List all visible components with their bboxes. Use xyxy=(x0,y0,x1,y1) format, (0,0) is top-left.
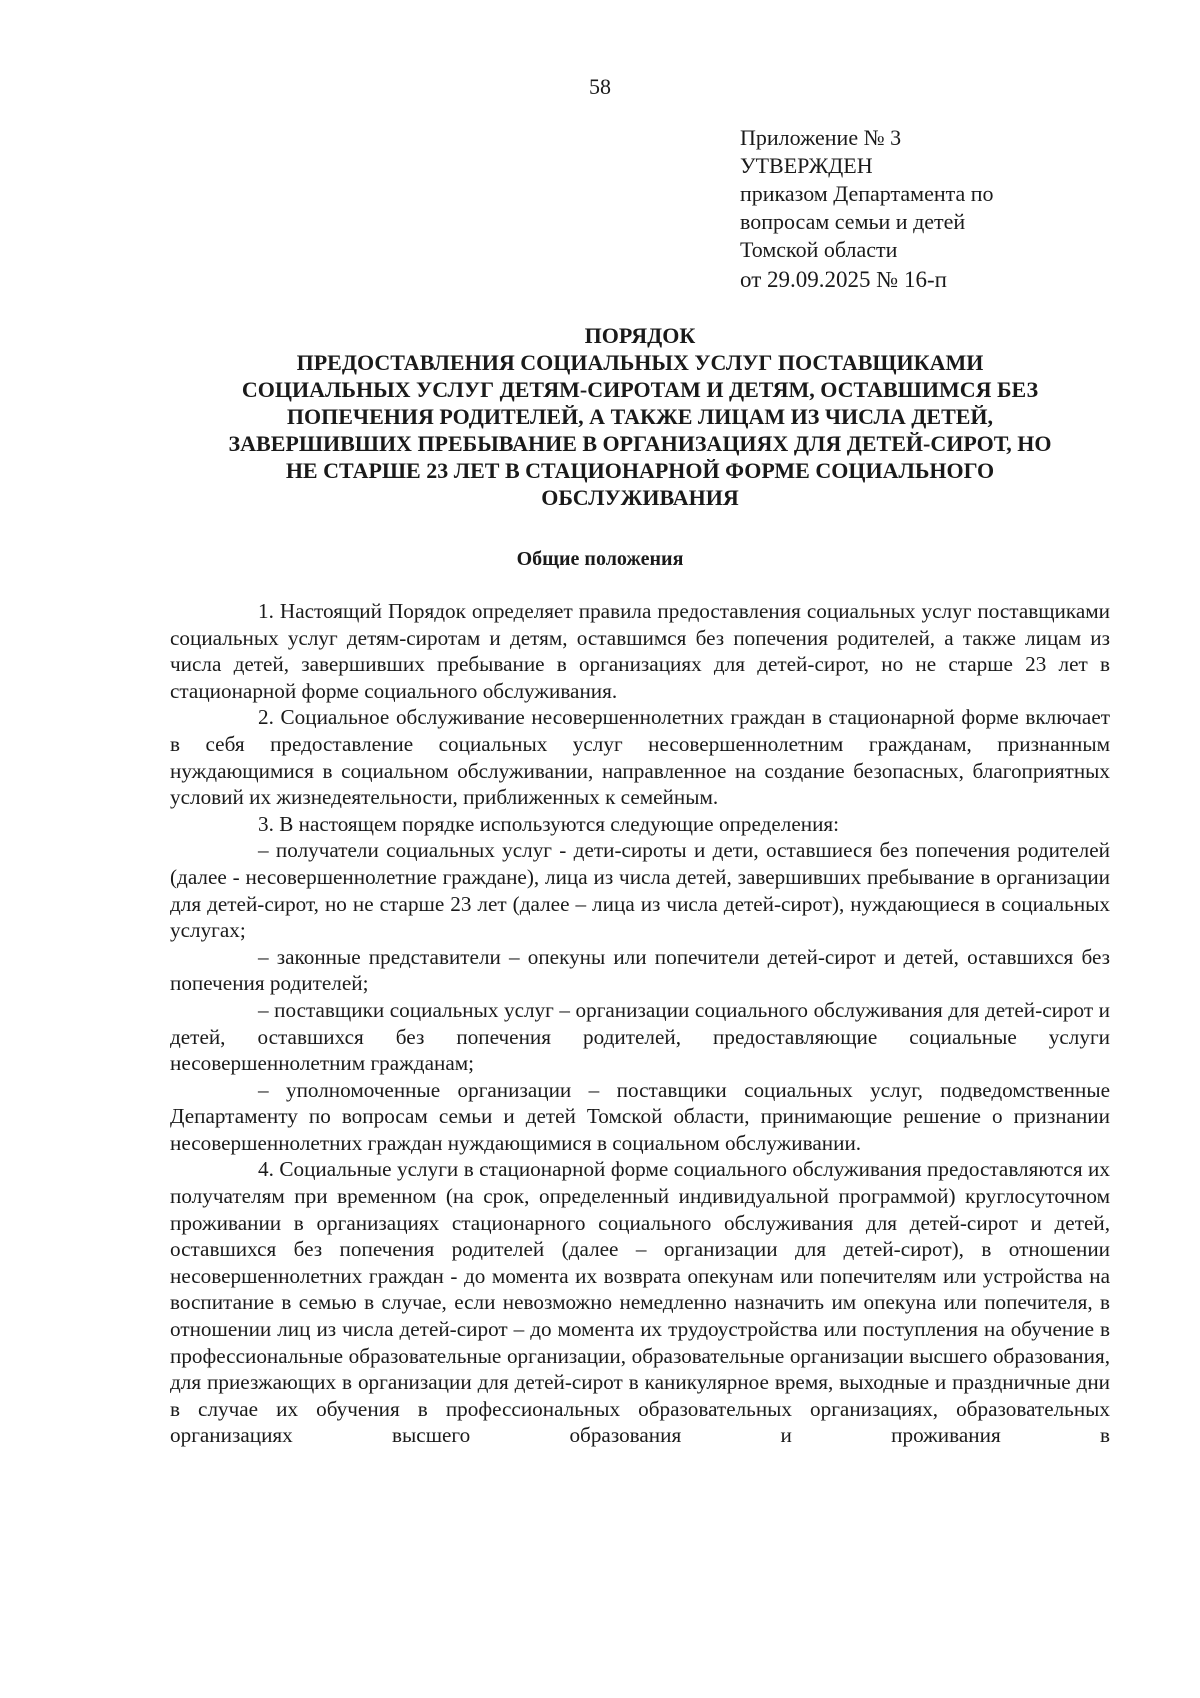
approval-department-line: вопросам семьи и детей xyxy=(740,209,966,234)
appendix-label: Приложение № 3 xyxy=(740,125,902,150)
approval-order-line: приказом Департамента по xyxy=(740,181,994,206)
page-number: 58 xyxy=(589,74,611,99)
definition-item: – поставщики социальных услуг – организации социального обслуживания для детей-сирот и детей, оставшихся без попечения родителей, предоставляющие социальные услуги несовершеннолетним гражданам; xyxy=(170,997,1110,1076)
title-line: ОБСЛУЖИВАНИЯ xyxy=(541,485,739,510)
section-heading: Общие положения xyxy=(516,548,684,570)
definition-item: – получатели социальных услуг - дети-сироты и дети, оставшиеся без попечения родителей (далее - несовершеннолетние граждане), лица из числа детей, завершивших пребывание в организации для детей-сирот, но не старше 23 лет (далее – лица из числа детей-сирот), нуждающиеся в социальных услугах; xyxy=(170,838,1110,943)
definition-item: – уполномоченные организации – поставщики социальных услуг, подведомственные Департаменту по вопросам семьи и детей Томской области, принимающие решение о признании несовершеннолетних граждан нуждающимися в социальном обслуживании. xyxy=(170,1077,1110,1155)
title-line: ПРЕДОСТАВЛЕНИЯ СОЦИАЛЬНЫХ УСЛУГ ПОСТАВЩИКАМИ xyxy=(296,350,984,375)
paragraph: 1. Настоящий Порядок определяет правила предоставления социальных услуг поставщиками социальных услуг детям-сиротам и детям, оставшимся без попечения родителей, а также лицам из числа детей, завершивших пребывание в организациях для детей-сирот, но не старше 23 лет в стационарной форме социального обслуживания. xyxy=(170,599,1110,703)
approval-block xyxy=(740,124,1160,294)
paragraph: 2. Социальное обслуживание несовершеннолетних граждан в стационарной форме включает в себя предоставление социальных услуг несовершеннолетним гражданам, признанным нуждающимися в социальном обслуживании, направленное на создание безопасных, благоприятных условий их жизнедеятельности, приближенных к семейным. xyxy=(170,705,1110,810)
paragraph: 3. В настоящем порядке используются следующие определения: xyxy=(258,811,840,836)
title-line: ПОПЕЧЕНИЯ РОДИТЕЛЕЙ, А ТАКЖЕ ЛИЦАМ ИЗ ЧИСЛА ДЕТЕЙ, xyxy=(286,404,994,429)
title-line: НЕ СТАРШЕ 23 ЛЕТ В СТАЦИОНАРНОЙ ФОРМЕ СОЦИАЛЬНОГО xyxy=(285,458,995,483)
definition-item: – законные представители – опекуны или попечители детей-сирот и детей, оставшихся без попечения родителей; xyxy=(170,944,1110,996)
document-title xyxy=(170,322,1110,511)
approval-date-number: от 29.09.2025 № 16-п xyxy=(740,267,947,292)
paragraph: 4. Социальные услуги в стационарной форме социального обслуживания предоставляются их получателям при временном (на срок, определенный индивидуальной программой) круглосуточном проживании в организациях стационарного социального обслуживания для детей-сирот и детей, оставшихся без попечения родителей (далее – организации для детей-сирот), в отношении несовершеннолетних граждан - до момента их возврата опекунам или попечителям или устройства на воспитание в семью в случае, если невозможно немедленно назначить им опекуна или попечителя, в отношении лиц из числа детей-сирот – до момента их трудоустройства или поступления на обучение в профессиональные образовательные организации, образовательные организации высшего образования, для приезжающих в организации для детей-сирот в каникулярное время, выходные и праздничные дни в случае их обучения в профессиональных образовательных организациях, образовательных организациях высшего образования и проживания в xyxy=(170,1157,1110,1448)
title-line: ЗАВЕРШИВШИХ ПРЕБЫВАНИЕ В ОРГАНИЗАЦИЯХ ДЛЯ ДЕТЕЙ-СИРОТ, НО xyxy=(228,431,1052,456)
title-line: ПОРЯДОК xyxy=(584,323,696,348)
title-line: СОЦИАЛЬНЫХ УСЛУГ ДЕТЯМ-СИРОТАМ И ДЕТЯМ, ОСТАВШИМСЯ БЕЗ xyxy=(241,377,1039,402)
document-body xyxy=(170,598,1110,1449)
approved-label: УТВЕРЖДЕН xyxy=(740,153,873,178)
approval-region-line: Томской области xyxy=(740,237,898,262)
